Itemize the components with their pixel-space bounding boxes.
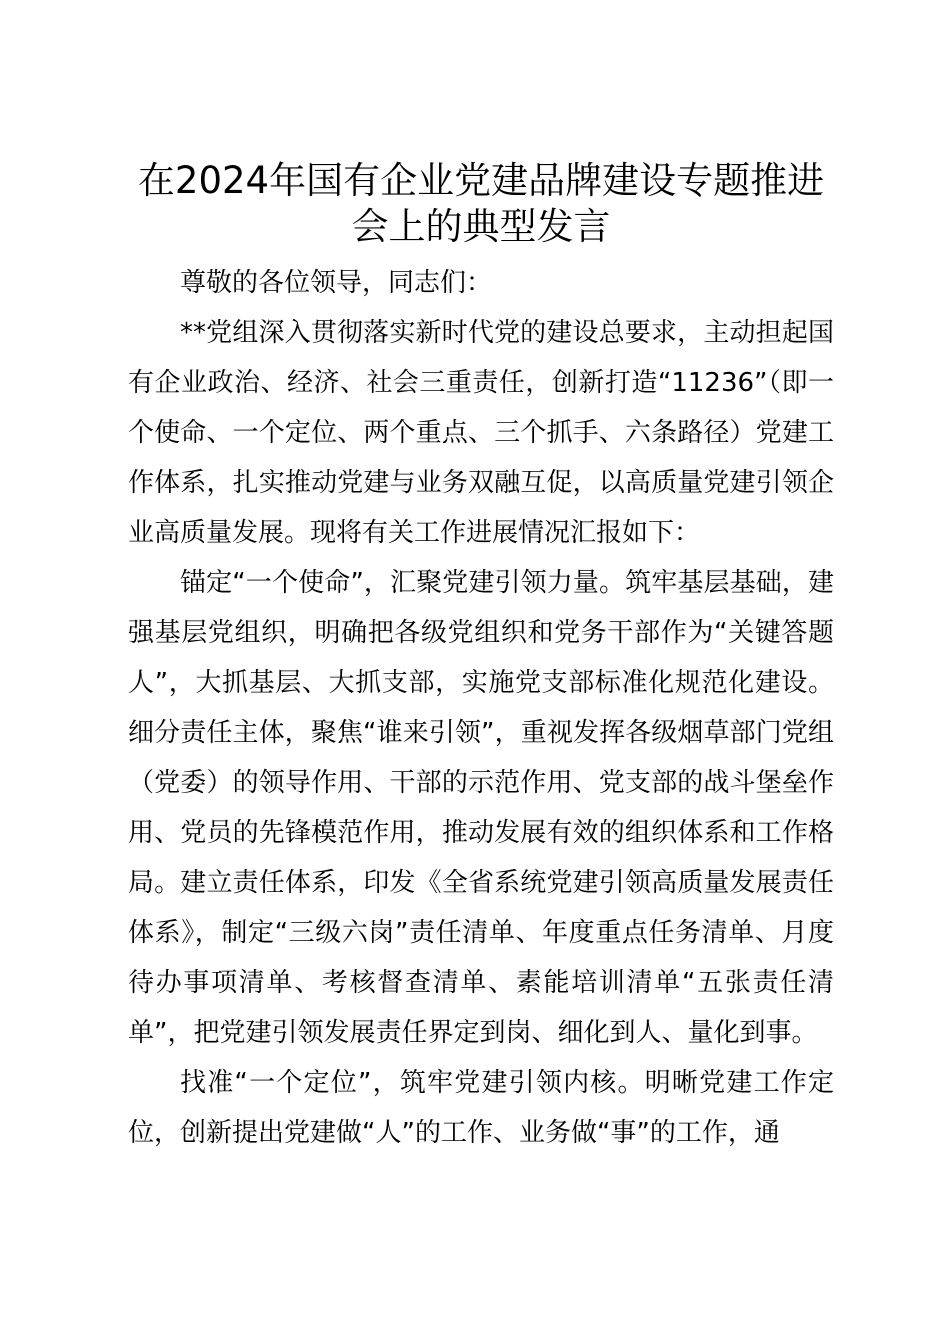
paragraph-intro: **党组深入贯彻落实新时代党的建设总要求，主动担起国有企业政治、经济、社会三重责任，创新打造“11236”（即一个使命、一个定位、两个重点、三个抓手、六条路径）党建工作体系，扎实推动党建与业务双融互促，以高质量党建引领企业高质量发展。现将有关工作进展情况汇报如下： — [128, 318, 834, 548]
document-body — [128, 258, 834, 1158]
document-page — [128, 158, 834, 1158]
paragraph-mission: 锚定“一个使命”，汇聚党建引领力量。筑牢基层基础，建强基层党组织，明确把各级党组织和党务干部作为“关键答题人”，大抓基层、大抓支部，实施党支部标准化规范化建设。细分责任主体，聚焦“谁来引领”，重视发挥各级烟草部门党组（党委）的领导作用、干部的示范作用、党支部的战斗堡垒作用、党员的先锋模范作用，推动发展有效的组织体系和工作格局。建立责任体系，印发《全省系统党建引领高质量发展责任体系》，制定“三级六岗”责任清单、年度重点任务清单、月度待办事项清单、考核督查清单、素能培训清单“五张责任清单”，把党建引领发展责任界定到岗、细化到人、量化到事。 — [128, 568, 834, 1048]
paragraph-positioning: 找准“一个定位”，筑牢党建引领内核。明晰党建工作定位，创新提出党建做“人”的工作、业务做“事”的工作，通 — [128, 1068, 834, 1148]
salutation: 尊敬的各位领导，同志们： — [180, 268, 493, 298]
document-title: 在2024年国有企业党建品牌建设专题推进会上的典型发言 — [137, 159, 825, 248]
